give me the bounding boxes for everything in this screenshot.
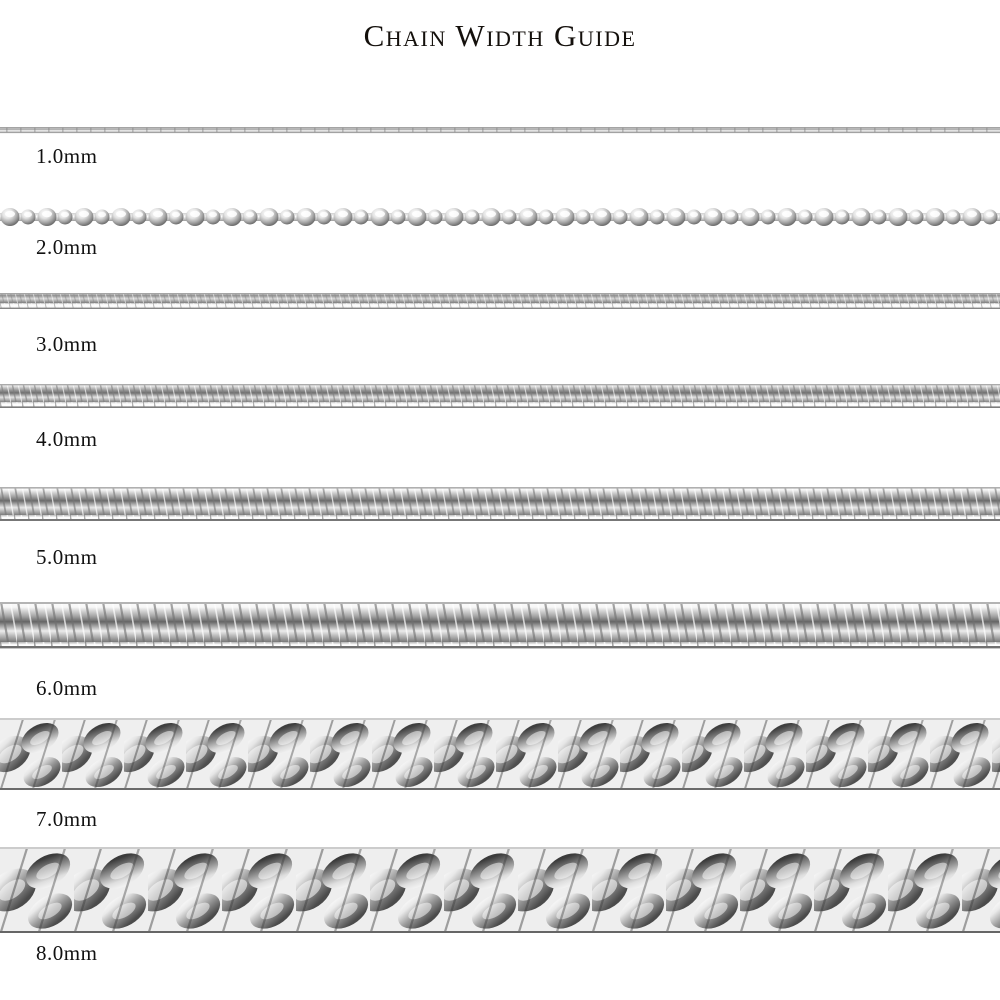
chain-strand-7mm: [0, 716, 1000, 792]
size-label-2mm: 2.0mm: [36, 235, 98, 259]
size-label-3mm: 3.0mm: [36, 332, 98, 356]
size-label-8mm: 8.0mm: [36, 941, 98, 965]
size-label-6mm: 6.0mm: [36, 676, 98, 700]
size-label-5mm: 5.0mm: [36, 545, 98, 569]
size-label-1mm: 1.0mm: [36, 144, 98, 168]
chain-strand-1mm: [0, 120, 1000, 140]
page-title: Chain Width Guide: [363, 18, 637, 53]
size-label-4mm: 4.0mm: [36, 427, 98, 451]
chain-strand-4mm: [0, 378, 1000, 416]
size-label-7mm: 7.0mm: [36, 807, 98, 831]
chain-strand-6mm: [0, 596, 1000, 658]
chain-strand-5mm: [0, 481, 1000, 531]
chain-strand-2mm: [0, 200, 1000, 234]
chain-strand-8mm: [0, 845, 1000, 935]
chain-strand-3mm: [0, 287, 1000, 317]
